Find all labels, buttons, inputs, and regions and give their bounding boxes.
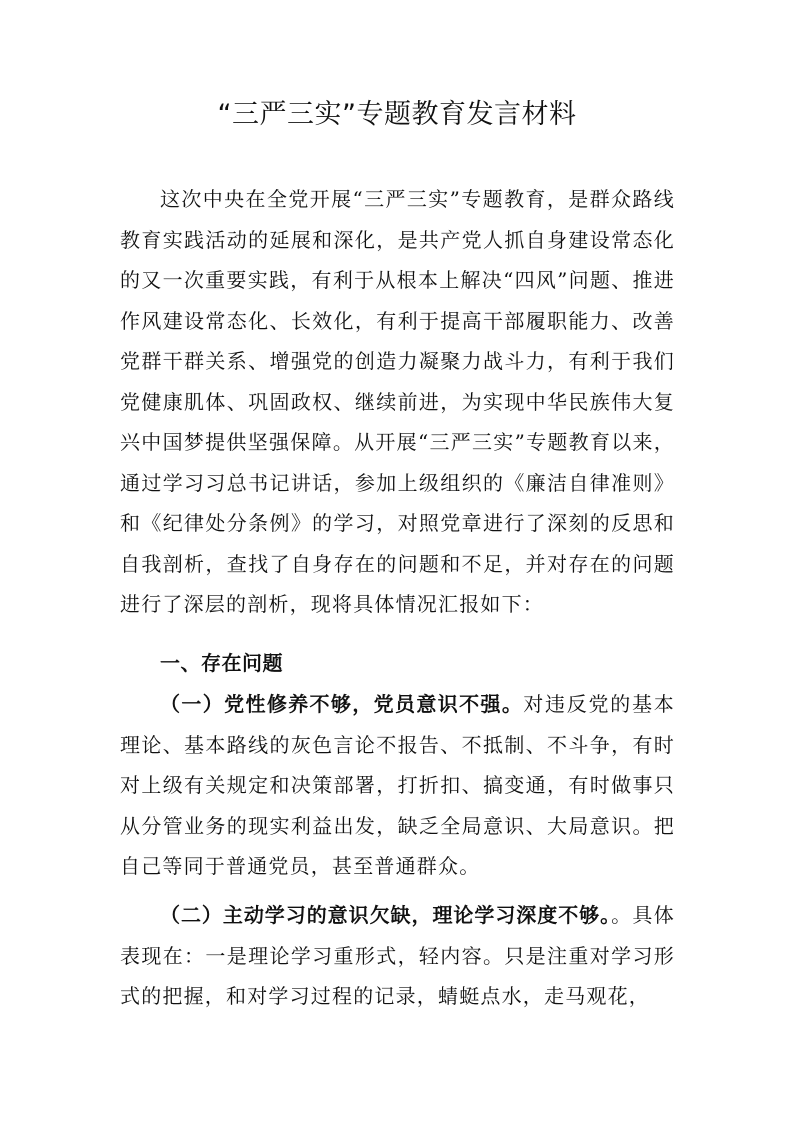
intro-section [120, 179, 675, 625]
item-1-paragraph [120, 684, 675, 887]
section-heading-problems: 一、存在问题 [160, 651, 283, 675]
item-1-body: 对违反党的基本理论、基本路线的灰色言论不报告、不抵制、不斗争，有时对上级有关规定和决策部署，打折扣、搞变通，有时做事只从分管业务的现实利益出发，缺乏全局意识、大局意识。把自己等同于普通党员，甚至普通群众。 [120, 692, 675, 878]
document-title: “三严三实”专题教育发言材料 [217, 99, 577, 130]
item-1-heading: （一）党性修养不够，党员意识不强。 [160, 692, 524, 716]
item-2-heading: （二）主动学习的意识欠缺，理论学习深度不够。 [160, 903, 612, 927]
item-2-paragraph [120, 895, 675, 1017]
item-1-section [120, 684, 675, 887]
intro-paragraph: 这次中央在全党开展“三严三实”专题教育，是群众路线教育实践活动的延展和深化，是共产党人抓自身建设常态化的又一次重要实践，有利于从根本上解决“四风”问题、推进作风建设常态化、长效化，有利于提高干部履职能力、改善党群干群关系、增强党的创造力凝聚力战斗力，有利于我们党健康肌体、巩固政权、继续前进，为实现中华民族伟大复兴中国梦提供坚强保障。从开展“三严三实”专题教育以来，通过学习习总书记讲话，参加上级组织的《廉洁自律准则》和《纪律处分条例》的学习，对照党章进行了深刻的反思和自我剖析，查找了自身存在的问题和不足，并对存在的问题进行了深层的剖析，现将具体情况汇报如下： [120, 187, 675, 616]
item-2-section [120, 895, 675, 1017]
item-2-body: 。具体表现在：一是理论学习重形式，轻内容。只是注重对学习形式的把握，和对学习过程的记录，蜻蜓点水，走马观花， [120, 903, 675, 1008]
